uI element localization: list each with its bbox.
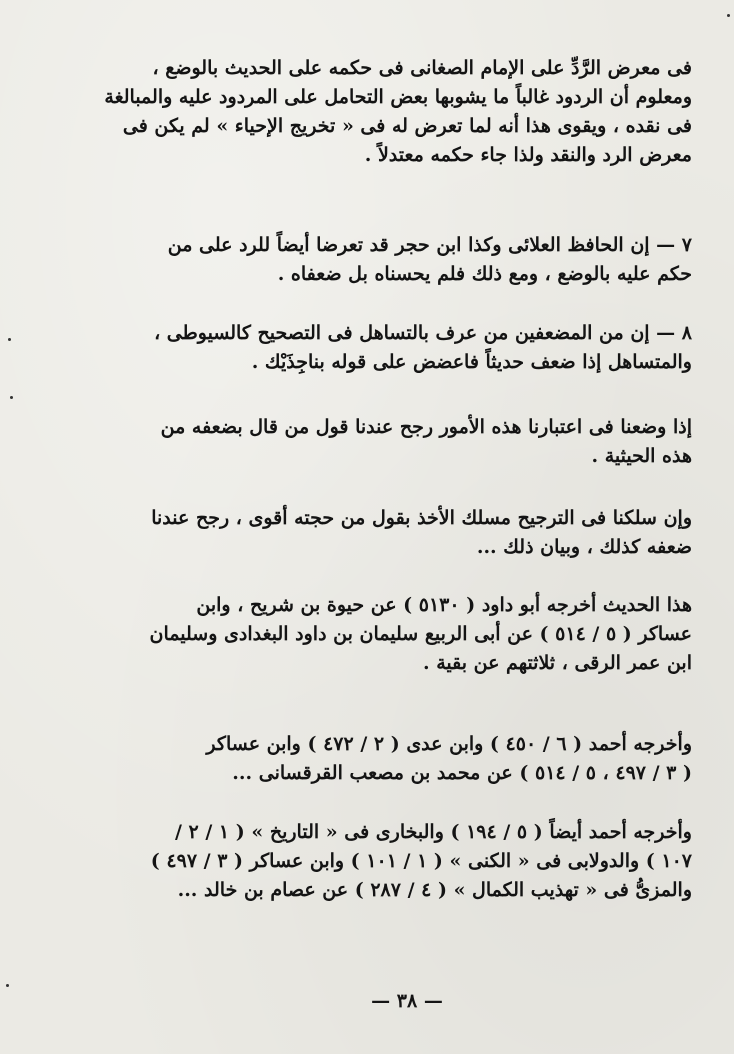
text-line: وأخرجه أحمد أيضاً ( ٥ / ١٩٤ ) والبخارى فى « التاريخ » ( ١ / ٢ / (174, 821, 692, 843)
paragraph-takhrij-3 (100, 818, 692, 905)
paragraph-takhrij-1 (100, 591, 692, 678)
text-line: هذه الحيثية . (591, 445, 692, 467)
text-line: ٨ — إن من المضعفين من عرف بالتساهل فى التصحيح كالسيوطى ، (154, 322, 692, 344)
text-line: والمزىُّ فى « تهذيب الكمال » ( ٤ / ٢٨٧ ) عن عصام بن خالد ... (177, 879, 692, 901)
text-line: فى معرض الرَّدِّ على الإمام الصغانى فى حكمه على الحديث بالوضع ، (152, 57, 692, 79)
text-line: وإن سلكنا فى الترجيح مسلك الأخذ بقول من حجته أقوى ، رجح عندنا (151, 507, 692, 529)
margin-speck (6, 984, 9, 987)
paragraph-conclusion-1 (100, 413, 692, 471)
paragraph-point-7 (100, 231, 692, 289)
page-number: — ٣٨ — (371, 990, 443, 1012)
paragraph-point-8 (100, 319, 692, 377)
text-line: ابن عمر الرقى ، ثلاثتهم عن بقية . (422, 652, 692, 674)
text-line: فى نقده ، ويقوى هذا أنه لما تعرض له فى « تخريج الإحياء » لم يكن فى (122, 115, 692, 137)
margin-speck (8, 338, 11, 341)
text-line: ٧ — إن الحافظ العلائى وكذا ابن حجر قد تعرضا أيضاً للرد على من (167, 234, 692, 256)
text-line: معرض الرد والنقد ولذا جاء حكمه معتدلاً . (364, 144, 692, 166)
text-line: ١٠٧ ) والدولابى فى « الكنى » ( ١ / ١٠١ ) وابن عساكر ( ٣ / ٤٩٧ ) (150, 850, 692, 872)
text-line: حكم عليه بالوضع ، ومع ذلك فلم يحسناه بل ضعفاه . (277, 263, 692, 285)
text-line: ضعفه كذلك ، وبيان ذلك ... (476, 536, 692, 558)
paragraph-takhrij-2 (100, 730, 692, 788)
text-line: والمتساهل إذا ضعف حديثاً فاعضض على قوله بناجِذَيْك . (251, 351, 692, 373)
text-line: ومعلوم أن الردود غالباً ما يشوبها بعض التحامل على المردود عليه والمبالغة (104, 86, 692, 108)
margin-speck (10, 396, 13, 399)
margin-speck (727, 14, 730, 17)
text-line: ( ٣ / ٤٩٧ ، ٥ / ٥١٤ ) عن محمد بن مصعب القرقسانى ... (232, 762, 692, 784)
paragraph-conclusion-2 (100, 504, 692, 562)
text-line: هذا الحديث أخرجه أبو داود ( ٥١٣٠ ) عن حيوة بن شريح ، وابن (196, 594, 692, 616)
text-line: إذا وضعنا فى اعتبارنا هذه الأمور رجح عندنا قول من قال بضعفه من (160, 416, 692, 438)
text-line: وأخرجه أحمد ( ٦ / ٤٥٠ ) وابن عدى ( ٢ / ٤٧٢ ) وابن عساكر (206, 733, 692, 755)
text-line: عساكر ( ٥ / ٥١٤ ) عن أبى الربيع سليمان بن داود البغدادى وسليمان (149, 623, 692, 645)
paragraph-1 (100, 54, 692, 170)
